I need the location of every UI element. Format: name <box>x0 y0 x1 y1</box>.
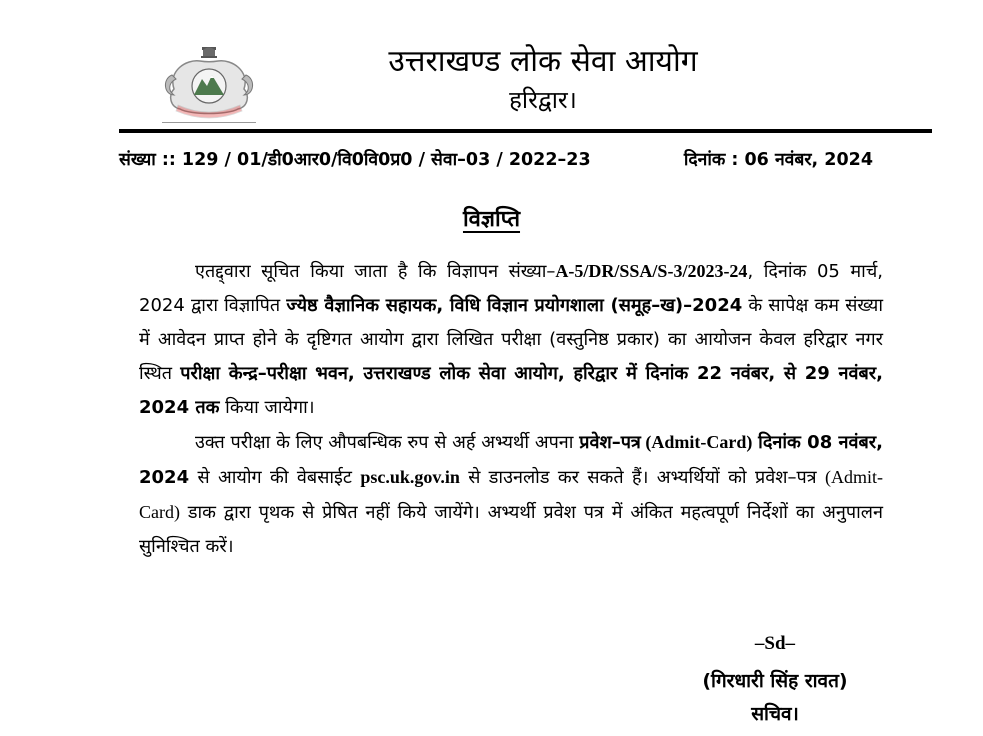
signatory-designation-text: सचिव। <box>751 703 799 725</box>
signature-sd-text: –Sd– <box>754 633 796 654</box>
notice-date: दिनांक : 06 नवंबर, 2024 <box>683 150 873 170</box>
admit-card-date: दिनांक 08 नवंबर, 2024 <box>139 432 883 488</box>
paragraph-1 <box>139 254 883 425</box>
website-link[interactable]: psc.uk.gov.in <box>360 467 460 487</box>
exam-venue-and-dates: परीक्षा केन्द्र–परीक्षा भवन, उत्तराखण्ड लोक सेवा आयोग, हरिद्वार में दिनांक 22 नवंबर, से 29 नवंबर, 2024 तक <box>139 363 883 418</box>
para2-text-1: उक्त परीक्षा के लिए औपबन्धिक रुप से अर्ह अभ्यर्थी अपना <box>195 432 580 453</box>
admit-card-english-2: (Admit-Card) <box>139 467 883 522</box>
admit-card-english: (Admit-Card) <box>640 432 753 452</box>
para2-text-3: से डाउनलोड कर सकते हैं। अभ्यर्थियों को प्रवेश–पत्र <box>459 467 825 488</box>
para1-text-4: किया जायेगा। <box>219 397 315 418</box>
notice-title-text: विज्ञप्ति <box>462 207 521 232</box>
para2-text-2: से आयोग की वेबसाईट <box>189 467 361 488</box>
notice-title <box>0 203 983 233</box>
signatory-designation <box>650 700 900 726</box>
emblem-icon <box>158 45 260 127</box>
signature-sd <box>650 632 900 655</box>
admit-card-label: प्रवेश–पत्र <box>579 432 641 453</box>
notice-body <box>139 254 883 564</box>
post-name: ज्येष्ठ वैज्ञानिक सहायक, विधि विज्ञान प्रयोगशाला (समूह–ख)–2024 <box>286 295 743 316</box>
para1-text-3: के सापेक्ष कम संख्या में आवेदन प्राप्त होने के दृष्टिगत आयोग द्वारा लिखित परीक्षा (वस्तुनिष्ठ प्रकार) का आयोजन केवल हरिद्वार नगर स्थित <box>139 295 884 384</box>
signatory-name-text: (गिरधारी सिंह रावत) <box>702 670 848 692</box>
advertisement-number: A-5/DR/SSA/S-3/2023-24 <box>555 261 748 281</box>
para1-text-2: , दिनांक 05 मार्च, 2024 द्वारा विज्ञापित <box>139 261 883 316</box>
organization-name: उत्तराखण्ड लोक सेवा आयोग <box>388 44 698 79</box>
paragraph-2 <box>139 425 883 564</box>
para1-text-1: एतद्द्वारा सूचित किया जाता है कि विज्ञापन संख्या– <box>195 261 556 282</box>
commission-emblem-logo <box>158 45 260 127</box>
header-divider <box>119 129 932 133</box>
organization-city: हरिद्वार। <box>509 86 577 114</box>
para2-text-4: डाक द्वारा पृथक से प्रेषित नहीं किये जायेंगे। अभ्यर्थी प्रवेश पत्र में अंकित महत्वपूर्ण निर्देशों का अनुपालन सुनिश्चित करें। <box>139 502 883 557</box>
signatory-name <box>650 667 900 693</box>
reference-number: संख्या :: 129 / 01/डी0आर0/वि0वि0प्र0 / सेवा–03 / 2022–23 <box>119 150 591 170</box>
